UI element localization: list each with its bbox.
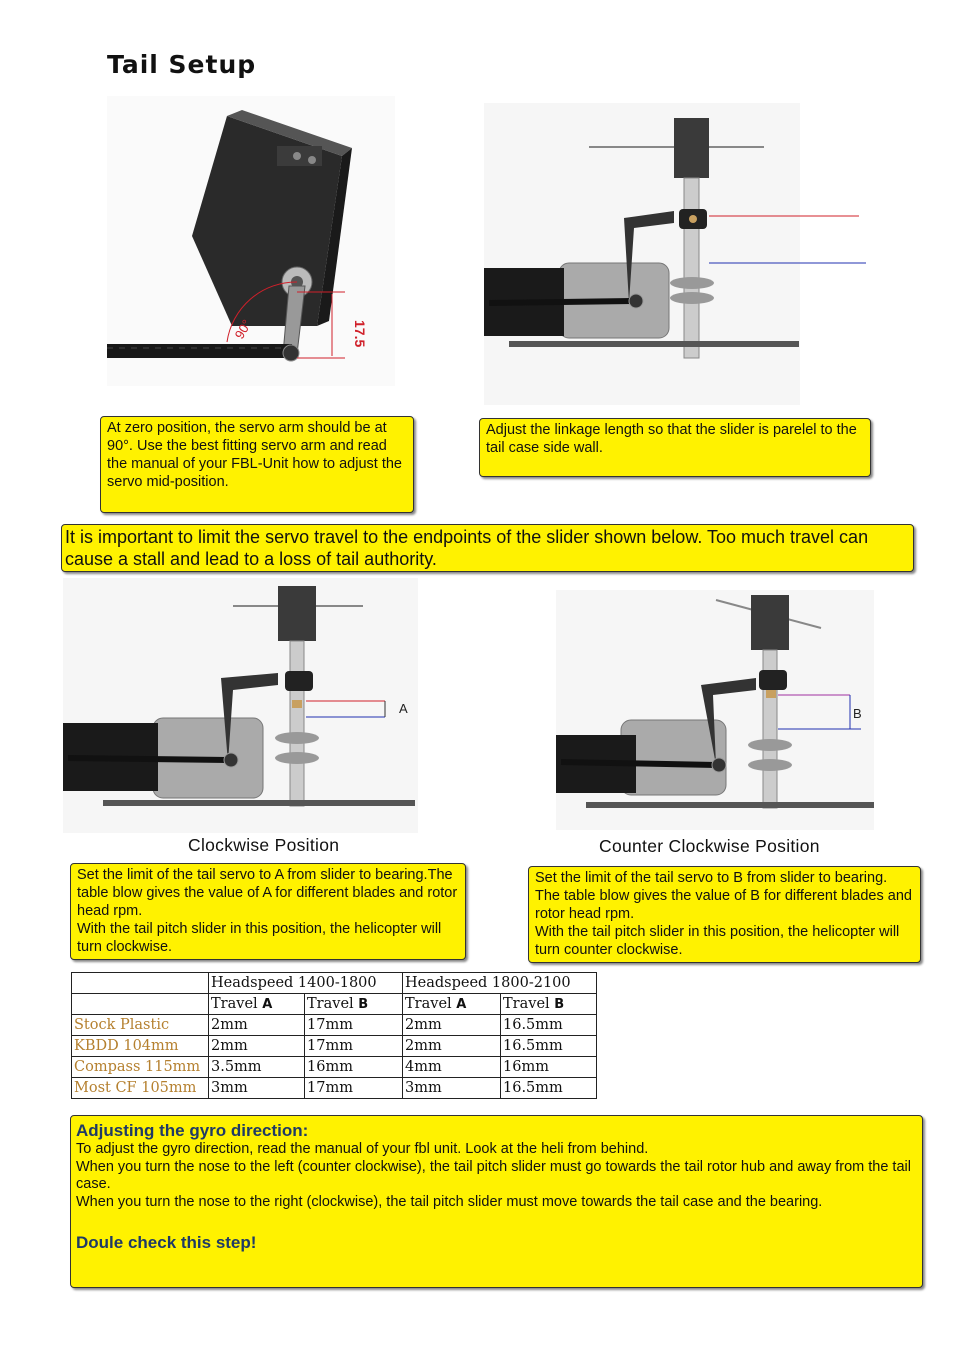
gyro-line-3: When you turn the nose to the right (clockwise), the tail pitch slider must move towards the tail case and the bearing. bbox=[76, 1193, 823, 1210]
travel-a: A bbox=[456, 997, 467, 1012]
row-label: Most CF 105mm bbox=[72, 1078, 209, 1099]
travel-b: B bbox=[358, 997, 369, 1012]
table-row bbox=[72, 1015, 597, 1036]
gyro-check-note: Doule check this step! bbox=[76, 1233, 257, 1252]
limit-b-line-1: Set the limit of the tail servo to B from slider to bearing. The table blow gives the value of B for different blades and rotor head rpm. bbox=[535, 870, 912, 922]
table-cell: 2mm bbox=[403, 1036, 501, 1057]
row-label: KBDD 104mm bbox=[72, 1036, 209, 1057]
counter-clockwise-position-figure bbox=[556, 590, 874, 830]
gyro-line-1: To adjust the gyro direction, read the manual of your fbl unit. Look at the heli from behind. bbox=[76, 1141, 649, 1157]
page-title: Tail Setup bbox=[107, 50, 257, 79]
label-b: B bbox=[853, 706, 862, 721]
table-cell: 4mm bbox=[403, 1057, 501, 1078]
headspeed-1: Headspeed 1400-1800 bbox=[209, 973, 403, 994]
travel-prefix: Travel bbox=[503, 996, 550, 1012]
limit-b-note bbox=[528, 866, 921, 963]
limit-b-line-2: With the tail pitch slider in this position, the helicopter will turn counter clockwise. bbox=[535, 924, 900, 958]
servo-angle-label: 90° bbox=[231, 317, 255, 342]
table-cell: 16.5mm bbox=[501, 1036, 597, 1057]
servo-travel-warning: It is important to limit the servo travel to the endpoints of the slider shown below. Too much travel can cause a stall and lead to a loss of tail authority. bbox=[61, 524, 914, 572]
table-cell: 2mm bbox=[209, 1015, 305, 1036]
caption-counter-clockwise: Counter Clockwise Position bbox=[599, 836, 820, 856]
limit-a-line-1: Set the limit of the tail servo to A from slider to bearing.The table blow gives the value of A for different blades and rotor head rpm. bbox=[77, 867, 458, 919]
table-header-row bbox=[72, 973, 597, 994]
servo-length-label: 17.5 bbox=[352, 320, 368, 348]
row-label: Compass 115mm bbox=[72, 1057, 209, 1078]
table-cell: 2mm bbox=[403, 1015, 501, 1036]
travel-a: A bbox=[262, 997, 273, 1012]
limit-a-line-2: With the tail pitch slider in this position, the helicopter will turn clockwise. bbox=[77, 921, 442, 955]
table-cell: 3mm bbox=[209, 1078, 305, 1099]
servo-zero-note: At zero position, the servo arm should be at 90°. Use the best fitting servo arm and read the manual of your FBL-Unit how to adjust the servo mid-position. bbox=[100, 416, 414, 513]
table-cell: 16mm bbox=[305, 1057, 403, 1078]
table-cell: 17mm bbox=[305, 1078, 403, 1099]
travel-b: B bbox=[554, 997, 565, 1012]
caption-clockwise: Clockwise Position bbox=[188, 835, 340, 855]
linkage-note: Adjust the linkage length so that the slider is parelel to the tail case side wall. bbox=[479, 418, 871, 477]
travel-prefix: Travel bbox=[211, 996, 258, 1012]
travel-table bbox=[71, 972, 597, 1099]
headspeed-2: Headspeed 1800-2100 bbox=[403, 973, 597, 994]
travel-prefix: Travel bbox=[307, 996, 354, 1012]
clockwise-position-figure bbox=[63, 578, 418, 833]
table-cell: 16.5mm bbox=[501, 1015, 597, 1036]
table-cell: 2mm bbox=[209, 1036, 305, 1057]
table-cell: 16mm bbox=[501, 1057, 597, 1078]
travel-prefix: Travel bbox=[405, 996, 452, 1012]
table-cell: 3mm bbox=[403, 1078, 501, 1099]
servo-arm-figure bbox=[107, 96, 395, 386]
table-cell: 17mm bbox=[305, 1015, 403, 1036]
label-a: A bbox=[399, 701, 408, 716]
table-row bbox=[72, 1036, 597, 1057]
limit-a-note bbox=[70, 863, 466, 960]
table-travel-row bbox=[72, 994, 597, 1015]
gyro-direction-box bbox=[70, 1115, 923, 1288]
table-row bbox=[72, 1057, 597, 1078]
table-row bbox=[72, 1078, 597, 1099]
table-cell: 16.5mm bbox=[501, 1078, 597, 1099]
gyro-heading: Adjusting the gyro direction: bbox=[76, 1121, 309, 1140]
gyro-line-2: When you turn the nose to the left (counter clockwise), the tail pitch slider must go towards the tail rotor hub and away from the tail case. bbox=[76, 1158, 911, 1192]
table-cell: 17mm bbox=[305, 1036, 403, 1057]
table-cell: 3.5mm bbox=[209, 1057, 305, 1078]
linkage-figure bbox=[484, 103, 869, 405]
row-label: Stock Plastic bbox=[72, 1015, 209, 1036]
